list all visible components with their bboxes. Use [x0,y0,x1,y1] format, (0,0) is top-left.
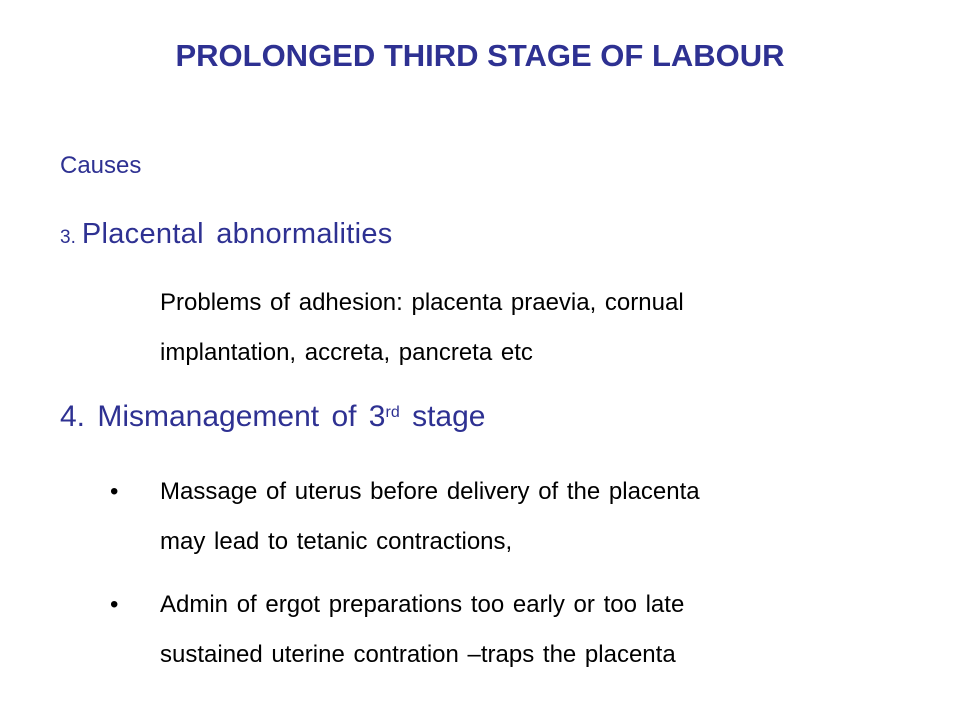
cause-3-title: Placental abnormalities [81,218,393,250]
bullet-line: sustained uterine contration –traps the placenta [160,641,676,668]
bullet-line: may lead to tetanic contractions, [160,528,513,555]
bullet-text [160,467,700,567]
cause-4-heading-suffix: stage [399,400,486,433]
causes-label: Causes [60,152,142,179]
cause-3-line: Problems of adhesion: placenta praevia, cornual [160,289,684,316]
cause-4-heading-prefix: 4. Mismanagement of 3 [60,400,386,433]
cause-3-line: implantation, accreta, pancreta etc [160,339,533,366]
bullet-line: Massage of uterus before delivery of the placenta [160,478,700,505]
slide-title: PROLONGED THIRD STAGE OF LABOUR [175,38,785,73]
cause-3-description [160,278,684,378]
bullet-line: Admin of ergot preparations too early or too late [160,591,685,618]
cause-3-number: 3. [60,227,76,248]
bullet-icon: • [110,478,119,505]
cause-4-heading-sup: rd [385,404,400,421]
bullet-icon: • [110,591,119,618]
bullet-text [160,580,684,680]
cause-3-heading [60,218,393,251]
cause-4-heading [60,400,485,434]
